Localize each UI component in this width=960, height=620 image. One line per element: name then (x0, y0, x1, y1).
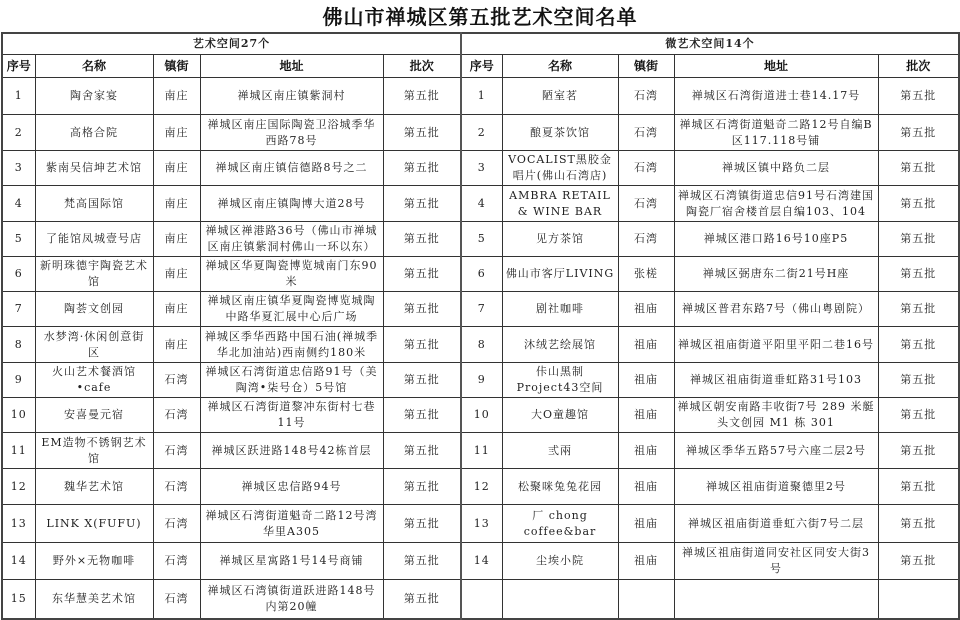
left-cell-address: 禅城区星寓路1号14号商铺 (200, 543, 383, 580)
left-cell-no: 6 (2, 257, 35, 292)
right-cell-no: 14 (461, 543, 502, 580)
right-cell-name: 剧社咖啡 (502, 292, 618, 327)
left-cell-batch: 第五批 (383, 292, 461, 327)
left-cell-no: 4 (2, 186, 35, 222)
art-space-table (1, 32, 960, 620)
left-cell-name: 野外×无物咖啡 (35, 543, 153, 580)
right-cell-address: 禅城区朝安南路丰收街7号 289 米艇头文创园 M1 栋 301 (674, 398, 878, 433)
left-cell-town: 南庄 (153, 327, 200, 363)
right-cell-name: AMBRA RETAIL & WINE BAR (502, 186, 618, 222)
right-cell-batch: 第五批 (878, 398, 959, 433)
left-cell-address: 禅城区石湾镇街道跃进路148号内第20幢 (200, 580, 383, 619)
right-cell-no: 2 (461, 115, 502, 151)
right-cell-batch: 第五批 (878, 115, 959, 151)
table-row (2, 469, 959, 505)
left-cell-town: 南庄 (153, 292, 200, 327)
right-col-header-index: 序号 (461, 55, 502, 78)
right-cell-address: 禅城区季华五路57号六座二层2号 (674, 433, 878, 469)
left-cell-town: 石湾 (153, 398, 200, 433)
right-cell-name: 沐绒艺绘展馆 (502, 327, 618, 363)
right-cell-batch: 第五批 (878, 186, 959, 222)
left-cell-town: 南庄 (153, 78, 200, 115)
left-cell-no: 5 (2, 222, 35, 257)
right-cell-address: 禅城区镇中路负二层 (674, 151, 878, 186)
right-cell-address: 禅城区港口路16号10座P5 (674, 222, 878, 257)
left-cell-address: 禅城区禅港路36号（佛山市禅城区南庄镇紫洞村佛山一环以东） (200, 222, 383, 257)
left-cell-address: 禅城区南庄镇紫洞村 (200, 78, 383, 115)
left-col-header-index: 序号 (2, 55, 35, 78)
right-cell-no: 13 (461, 505, 502, 543)
right-cell-name: 佧山黑制Project43空间 (502, 363, 618, 398)
right-col-header-town: 镇街 (618, 55, 674, 78)
right-cell-no: 10 (461, 398, 502, 433)
right-cell-no: 1 (461, 78, 502, 115)
right-cell-batch: 第五批 (878, 78, 959, 115)
right-cell-address: 禅城区祖庙街道同安社区同安大街3号 (674, 543, 878, 580)
right-col-header-name: 名称 (502, 55, 618, 78)
right-cell-no: 11 (461, 433, 502, 469)
right-cell-town: 石湾 (618, 222, 674, 257)
right-cell-name: 酿夏茶饮馆 (502, 115, 618, 151)
left-col-header-town: 镇街 (153, 55, 200, 78)
right-cell-name: 见方茶馆 (502, 222, 618, 257)
right-cell-address: 禅城区祖庙街道平阳里平阳二巷16号 (674, 327, 878, 363)
left-cell-address: 禅城区华夏陶瓷博览城南门东90米 (200, 257, 383, 292)
left-cell-name: 水梦湾·休闲创意街区 (35, 327, 153, 363)
table-row (2, 151, 959, 186)
left-cell-no: 13 (2, 505, 35, 543)
left-cell-town: 石湾 (153, 543, 200, 580)
left-cell-address: 禅城区石湾街道忠信路91号（美陶湾•柒号仓）5号馆 (200, 363, 383, 398)
right-cell-name: 弎兩 (502, 433, 618, 469)
left-cell-no: 9 (2, 363, 35, 398)
left-cell-batch: 第五批 (383, 469, 461, 505)
right-cell-name: VOCALIST黑胶金唱片(佛山石湾店) (502, 151, 618, 186)
right-cell-no (461, 580, 502, 619)
left-cell-no: 11 (2, 433, 35, 469)
right-cell-no: 8 (461, 327, 502, 363)
right-cell-batch: 第五批 (878, 469, 959, 505)
left-cell-name: 陶荟文创园 (35, 292, 153, 327)
right-cell-no: 9 (461, 363, 502, 398)
right-group-header: 微艺术空间14个 (461, 33, 959, 55)
left-cell-town: 南庄 (153, 186, 200, 222)
left-cell-name: 梵高国际馆 (35, 186, 153, 222)
right-cell-town: 祖庙 (618, 543, 674, 580)
left-col-header-batch: 批次 (383, 55, 461, 78)
right-cell-address: 禅城区祖庙街道垂虹六街7号二层 (674, 505, 878, 543)
right-cell-town: 祖庙 (618, 433, 674, 469)
left-group-header: 艺术空间27个 (2, 33, 461, 55)
right-cell-name: 松聚咪兔兔花园 (502, 469, 618, 505)
right-cell-address (674, 580, 878, 619)
right-cell-no: 6 (461, 257, 502, 292)
right-cell-town: 石湾 (618, 78, 674, 115)
table-row (2, 543, 959, 580)
left-cell-town: 石湾 (153, 505, 200, 543)
right-cell-town: 祖庙 (618, 398, 674, 433)
left-cell-batch: 第五批 (383, 257, 461, 292)
right-cell-batch: 第五批 (878, 363, 959, 398)
right-cell-town: 祖庙 (618, 469, 674, 505)
right-cell-batch: 第五批 (878, 505, 959, 543)
left-cell-batch: 第五批 (383, 363, 461, 398)
left-cell-address: 禅城区石湾街道魁奇二路12号湾华里A305 (200, 505, 383, 543)
left-cell-no: 12 (2, 469, 35, 505)
left-cell-town: 南庄 (153, 222, 200, 257)
right-cell-batch: 第五批 (878, 292, 959, 327)
left-cell-no: 3 (2, 151, 35, 186)
right-cell-name: 陋室茗 (502, 78, 618, 115)
table-row (2, 580, 959, 619)
table-row (2, 505, 959, 543)
left-cell-no: 8 (2, 327, 35, 363)
left-cell-name: 紫南吴信坤艺术馆 (35, 151, 153, 186)
left-cell-town: 南庄 (153, 115, 200, 151)
right-cell-town (618, 580, 674, 619)
right-cell-batch: 第五批 (878, 543, 959, 580)
left-cell-no: 10 (2, 398, 35, 433)
left-cell-name: 高格合院 (35, 115, 153, 151)
table-row (2, 398, 959, 433)
page-title: 佛山市禅城区第五批艺术空间名单 (322, 5, 638, 29)
right-cell-town: 石湾 (618, 186, 674, 222)
left-cell-batch: 第五批 (383, 151, 461, 186)
right-cell-batch: 第五批 (878, 327, 959, 363)
left-cell-town: 石湾 (153, 363, 200, 398)
left-cell-town: 南庄 (153, 151, 200, 186)
left-cell-batch: 第五批 (383, 543, 461, 580)
left-cell-town: 南庄 (153, 257, 200, 292)
left-cell-address: 禅城区南庄镇华夏陶瓷博览城陶中路华夏汇展中心后广场 (200, 292, 383, 327)
table-row (2, 433, 959, 469)
left-cell-name: 了能馆凤城壹号店 (35, 222, 153, 257)
table-row (2, 186, 959, 222)
table-row (2, 257, 959, 292)
left-cell-address: 禅城区南庄国际陶瓷卫浴城季华西路78号 (200, 115, 383, 151)
left-cell-name: 东华慧美艺术馆 (35, 580, 153, 619)
right-cell-address: 禅城区弼唐东二街21号H座 (674, 257, 878, 292)
right-cell-name: 大O童趣馆 (502, 398, 618, 433)
left-cell-name: EM造物不锈钢艺术馆 (35, 433, 153, 469)
right-cell-address: 禅城区石湾镇街道忠信91号石湾建国陶瓷厂宿舍楼首层自编103、104 (674, 186, 878, 222)
left-cell-no: 2 (2, 115, 35, 151)
left-cell-batch: 第五批 (383, 580, 461, 619)
right-cell-address: 禅城区祖庙街道垂虹路31号103 (674, 363, 878, 398)
left-cell-batch: 第五批 (383, 186, 461, 222)
right-cell-town: 祖庙 (618, 363, 674, 398)
left-cell-no: 7 (2, 292, 35, 327)
left-cell-batch: 第五批 (383, 433, 461, 469)
left-cell-name: LINK X(FUFU) (35, 505, 153, 543)
left-cell-address: 禅城区石湾街道黎冲东街村七巷11号 (200, 398, 383, 433)
table-row (2, 115, 959, 151)
left-cell-name: 魏华艺术馆 (35, 469, 153, 505)
left-cell-batch: 第五批 (383, 222, 461, 257)
right-cell-name: 佛山市客厅LIVING (502, 257, 618, 292)
right-cell-no: 7 (461, 292, 502, 327)
left-cell-town: 石湾 (153, 433, 200, 469)
right-cell-name (502, 580, 618, 619)
table-row (2, 327, 959, 363)
left-cell-address: 禅城区季华西路中国石油(禅城季华北加油站)西南侧约180米 (200, 327, 383, 363)
table-row (2, 363, 959, 398)
right-cell-address: 禅城区石湾街道进士巷14.17号 (674, 78, 878, 115)
table-row (2, 78, 959, 115)
right-cell-no: 5 (461, 222, 502, 257)
table-row (2, 292, 959, 327)
right-cell-batch: 第五批 (878, 222, 959, 257)
left-cell-address: 禅城区忠信路94号 (200, 469, 383, 505)
table-row (2, 222, 959, 257)
right-cell-address: 禅城区石湾街道魁奇二路12号自编B区117.118号铺 (674, 115, 878, 151)
left-cell-name: 陶舍家宴 (35, 78, 153, 115)
left-cell-batch: 第五批 (383, 327, 461, 363)
right-cell-batch: 第五批 (878, 257, 959, 292)
right-cell-town: 祖庙 (618, 505, 674, 543)
left-cell-address: 禅城区跃进路148号42栋首层 (200, 433, 383, 469)
right-cell-batch (878, 580, 959, 619)
left-cell-no: 14 (2, 543, 35, 580)
right-col-header-batch: 批次 (878, 55, 959, 78)
right-cell-no: 4 (461, 186, 502, 222)
right-cell-name: 尘埃小院 (502, 543, 618, 580)
right-cell-town: 石湾 (618, 115, 674, 151)
left-cell-town: 石湾 (153, 469, 200, 505)
right-col-header-address: 地址 (674, 55, 878, 78)
left-cell-town: 石湾 (153, 580, 200, 619)
right-cell-no: 12 (461, 469, 502, 505)
left-cell-no: 1 (2, 78, 35, 115)
right-cell-no: 3 (461, 151, 502, 186)
left-cell-batch: 第五批 (383, 78, 461, 115)
left-cell-batch: 第五批 (383, 398, 461, 433)
right-cell-address: 禅城区祖庙街道聚德里2号 (674, 469, 878, 505)
right-cell-address: 禅城区普君东路7号（佛山粤剧院） (674, 292, 878, 327)
right-cell-name: 厂 chong coffee&bar (502, 505, 618, 543)
left-col-header-name: 名称 (35, 55, 153, 78)
left-cell-name: 火山艺术餐酒馆•cafe (35, 363, 153, 398)
right-cell-batch: 第五批 (878, 433, 959, 469)
left-cell-name: 安喜曼元宿 (35, 398, 153, 433)
left-col-header-address: 地址 (200, 55, 383, 78)
left-cell-batch: 第五批 (383, 115, 461, 151)
left-cell-name: 新明珠德宇陶瓷艺术馆 (35, 257, 153, 292)
right-cell-batch: 第五批 (878, 151, 959, 186)
right-cell-town: 石湾 (618, 151, 674, 186)
right-cell-town: 祖庙 (618, 292, 674, 327)
right-cell-town: 祖庙 (618, 327, 674, 363)
left-cell-address: 禅城区南庄镇陶博大道28号 (200, 186, 383, 222)
left-cell-no: 15 (2, 580, 35, 619)
right-cell-town: 张槎 (618, 257, 674, 292)
left-cell-address: 禅城区南庄镇信德路8号之二 (200, 151, 383, 186)
left-cell-batch: 第五批 (383, 505, 461, 543)
